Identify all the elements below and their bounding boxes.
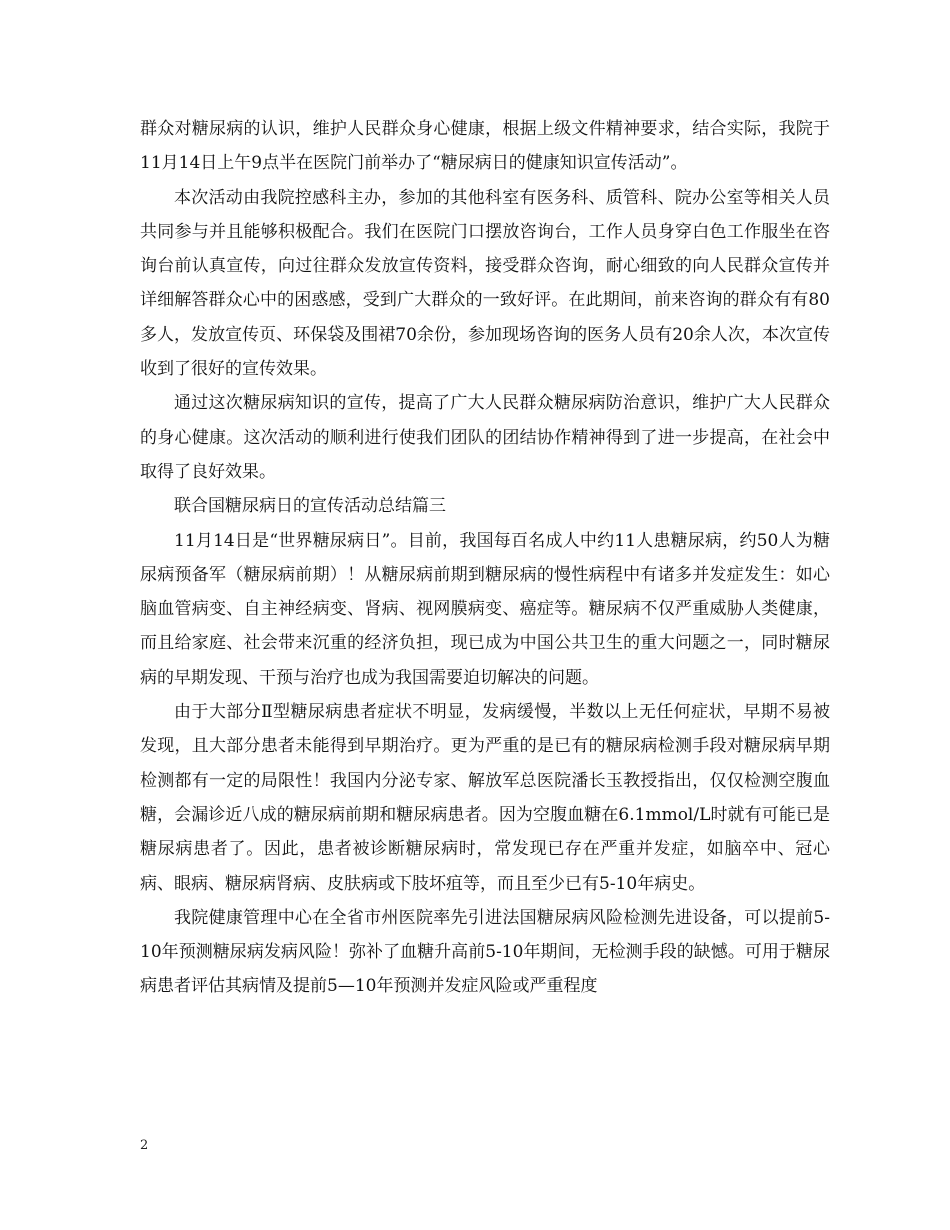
document-body xyxy=(140,112,830,1004)
section-heading: 联合国糖尿病日的宣传活动总结篇三 xyxy=(174,496,446,517)
paragraph-2: 本次活动由我院控感科主办，参加的其他科室有医务科、质管科、院办公室等相关人员共同参与并且能够积极配合。我们在医院门口摆放咨询台，工作人员身穿白色工作服坐在咨询台前认真宣传，向过往群众发放宣传资料，接受群众咨询，耐心细致的向人民群众宣传并详细解答群众心中的困惑感，受到广大群众的一致好评。在此期间，前来咨询的群众有有80多人，发放宣传页、环保袋及围裙70余份，参加现场咨询的医务人员有20余人次，本次宣传收到了很好的宣传效果。 xyxy=(140,187,830,380)
paragraph-6: 我院健康管理中心在全省市州医院率先引进法国糖尿病风险检测先进设备，可以提前5-10年预测糖尿病发病风险！弥补了血糖升高前5-10年期间，无检测手段的缺憾。可用于糖尿病患者评估其病情及提前5—10年预测并发症风险或严重程度 xyxy=(140,907,830,997)
paragraph-5: 由于大部分Ⅱ型糖尿病患者症状不明显，发病缓慢，半数以上无任何症状，早期不易被发现，且大部分患者未能得到早期治疗。更为严重的是已有的糖尿病检测手段对糖尿病早期检测都有一定的局限性！我国内分泌专家、解放军总医院潘长玉教授指出，仅仅检测空腹血糖，会漏诊近八成的糖尿病前期和糖尿病患者。因为空腹血糖在6.1mmol/L时就有可能已是糖尿病患者了。因此，患者被诊断糖尿病时，常发现已存在严重并发症，如脑卒中、冠心病、眼病、糖尿病肾病、皮肤病或下肢坏疽等，而且至少已有5-10年病史。 xyxy=(140,702,830,894)
paragraph-4: 11月14日是“世界糖尿病日”。目前，我国每百名成人中约11人患糖尿病，约50人为糖尿病预备军（糖尿病前期）！从糖尿病前期到糖尿病的慢性病程中有诸多并发症发生：如心脑血管病变、自主神经病变、肾病、视网膜病变、癌症等。糖尿病不仅严重威胁人类健康，而且给家庭、社会带来沉重的经济负担，现已成为中国公共卫生的重大问题之一，同时糖尿病的早期发现、干预与治疗也成为我国需要迫切解决的问题。 xyxy=(140,530,830,688)
paragraph-1: 群众对糖尿病的认识，维护人民群众身心健康，根据上级文件精神要求，结合实际，我院于11月14日上午9点半在医院门前举办了“糖尿病日的健康知识宣传活动”。 xyxy=(140,119,830,174)
paragraph-3: 通过这次糖尿病知识的宣传，提高了广大人民群众糖尿病防治意识，维护广大人民群众的身心健康。这次活动的顺利进行使我们团队的团结协作精神得到了进一步提高，在社会中取得了良好效果。 xyxy=(140,393,830,482)
page-number: 2 xyxy=(140,1138,149,1153)
